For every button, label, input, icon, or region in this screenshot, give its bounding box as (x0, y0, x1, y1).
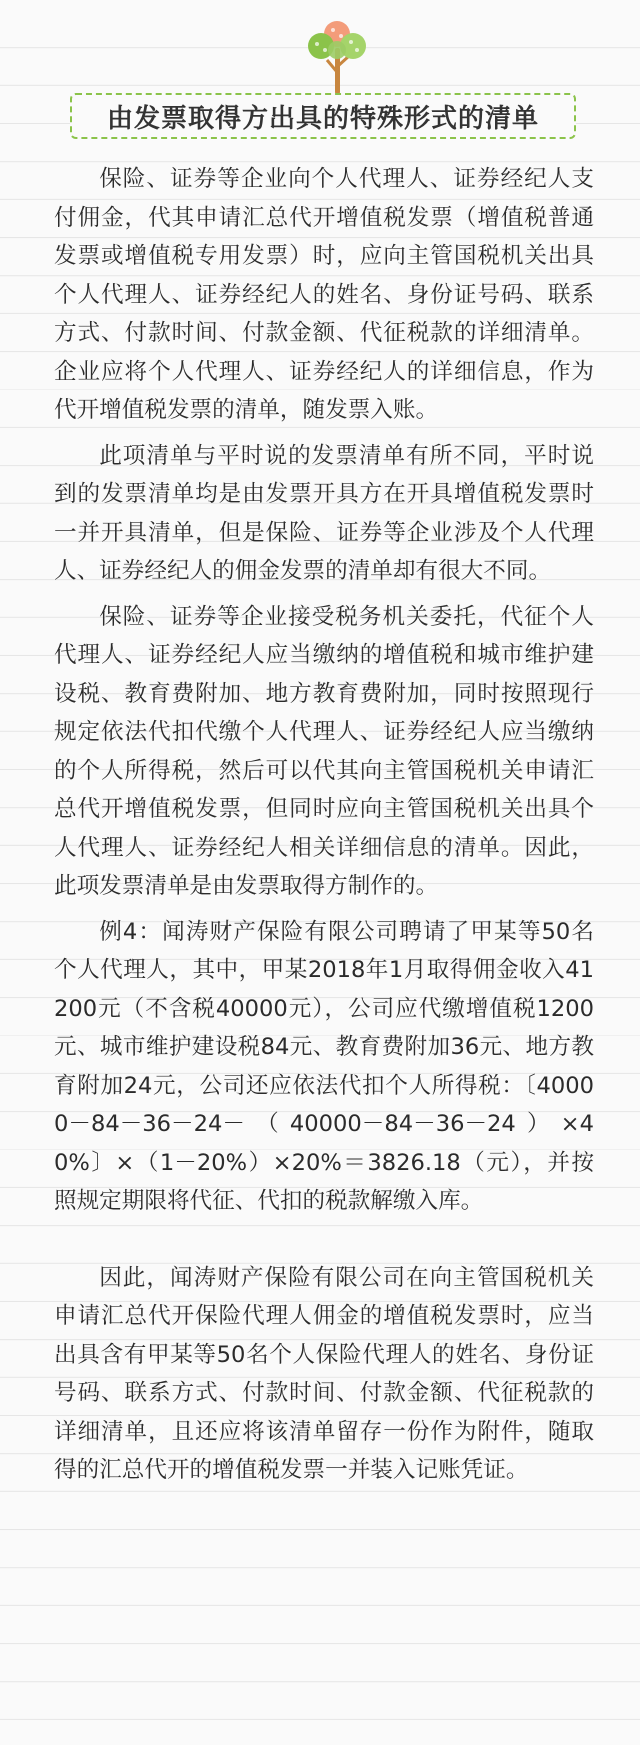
paragraph-example: 例4：闻涛财产保险有限公司聘请了甲某等50名个人代理人，其中，甲某2018年1月取得佣金收入41200元（不含税40000元），公司应代缴增值税1200元、城市维护建设税84元、教育费附加36元、地方教育附加24元，公司还应依法代扣个人所得税：〔40000－84－36－24－（40000－84－36－24）×40%〕×（1－20%）×20%＝3826.18（元），并按照规定期限将代征、代扣的税款解缴入库。 (54, 918, 594, 1214)
paragraph-3: 保险、证券等企业接受税务机关委托，代征个人代理人、证券经纪人应当缴纳的增值税和城市维护建设税、教育费附加、地方教育费附加，同时按照现行规定依法代扣代缴个人代理人、证券经纪人应当缴纳的个人所得税，然后可以代其向主管国税机关申请汇总代开增值税发票，但同时应向主管国税机关出具个人代理人、证券经纪人相关详细信息的清单。因此，此项发票清单是由发票取得方制作的。 (54, 603, 594, 899)
article-body (54, 160, 594, 1497)
paragraph-2: 此项清单与平时说的发票清单有所不同，平时说到的发票清单均是由发票开具方在开具增值税发票时一并开具清单，但是保险、证券等企业涉及个人代理人、证券经纪人的佣金发票的清单却有很大不同。 (54, 442, 594, 584)
tree-icon (303, 20, 373, 96)
paragraph-conclusion: 因此，闻涛财产保险有限公司在向主管国税机关申请汇总代开保险代理人佣金的增值税发票时，应当出具含有甲某等50名个人保险代理人的姓名、身份证号码、联系方式、付款时间、付款金额、代征税款的详细清单，且还应将该清单留存一份作为附件，随取得的汇总代开的增值税发票一并装入记账凭证。 (54, 1264, 594, 1483)
paragraph-1: 保险、证券等企业向个人代理人、证券经纪人支付佣金，代其申请汇总代开增值税发票（增值税普通发票或增值税专用发票）时，应向主管国税机关出具个人代理人、证券经纪人的姓名、身份证号码、联系方式、付款时间、付款金额、代征税款的详细清单。企业应将个人代理人、证券经纪人的详细信息，作为代开增值税发票的清单，随发票入账。 (54, 166, 594, 423)
title-frame (70, 93, 576, 139)
page-title: 由发票取得方出具的特殊形式的清单 (106, 103, 539, 134)
